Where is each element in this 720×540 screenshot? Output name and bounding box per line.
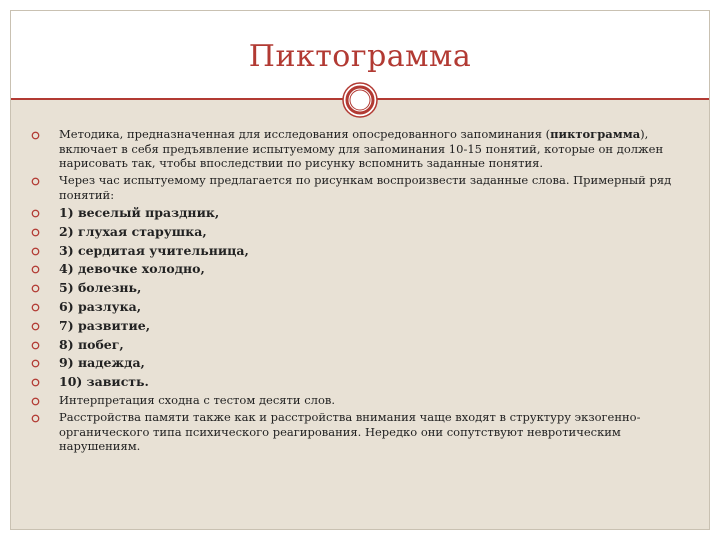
bullet-icon [31, 414, 40, 423]
bullet-list [31, 127, 693, 454]
circle-ornament-icon [342, 82, 378, 118]
list-item-text: 5) болезнь, [59, 280, 142, 296]
list-item-text: Через час испытуемому предлагается по рисункам воспроизвести заданные слова. Примерный ряд понятий: [59, 173, 672, 202]
list-item [31, 205, 693, 221]
list-item [31, 337, 693, 353]
list-item-text: 7) развитие, [59, 317, 151, 333]
list-item-text: Методика, предназначенная для исследования опосредованного запоминания ( [59, 127, 551, 141]
list-item [31, 224, 693, 240]
bullet-icon [31, 284, 40, 293]
list-item [31, 393, 693, 408]
list-item-text: ), включает в себя предъявление испытуемому для запоминания 10-15 понятий, которые он должен нарисовать так, чтобы впоследствии по рисунку вспомнить заданные понятия. [59, 127, 664, 170]
list-item-text: Расстройства памяти также как и расстройства внимания чаще входят в структуру экзогенно-органического типа психического реагирования. Нередко они сопутствуют невротическим нарушениям. [59, 410, 641, 454]
list-item-text: 10) зависть. [59, 374, 149, 390]
bullet-icon [31, 303, 40, 312]
list-item [31, 261, 693, 277]
list-item [31, 374, 693, 390]
list-item [31, 280, 693, 296]
bullet-icon [31, 228, 40, 237]
list-item [31, 243, 693, 259]
list-item-text: 3) сердитая учительница, [59, 242, 249, 258]
list-item-text: 8) побег, [59, 336, 124, 352]
list-item-text: 6) разлука, [59, 299, 142, 315]
list-item-text: Интерпретация сходна с тестом десяти слов. [59, 393, 336, 408]
slide-content [31, 127, 693, 457]
bullet-icon [31, 378, 40, 387]
list-item [31, 410, 693, 454]
bullet-icon [31, 359, 40, 368]
list-item [31, 355, 693, 371]
list-item-text: 1) веселый праздник, [59, 205, 220, 221]
bullet-icon [31, 131, 40, 140]
list-item [31, 127, 693, 171]
slide-title: Пиктограмма [248, 39, 472, 74]
bullet-icon [31, 247, 40, 256]
bullet-icon [31, 209, 40, 218]
list-item [31, 173, 693, 202]
list-item [31, 318, 693, 334]
slide [10, 10, 710, 530]
bullet-icon [31, 177, 40, 186]
bullet-icon [31, 265, 40, 274]
bullet-icon [31, 397, 40, 406]
bullet-icon [31, 322, 40, 331]
list-item [31, 299, 693, 315]
list-item-text: 4) девочке холодно, [59, 261, 205, 277]
bullet-icon [31, 341, 40, 350]
list-item-text: 2) глухая старушка, [59, 223, 207, 239]
list-item-text: 9) надежда, [59, 355, 145, 371]
bold-term: пиктограмма [550, 127, 641, 141]
